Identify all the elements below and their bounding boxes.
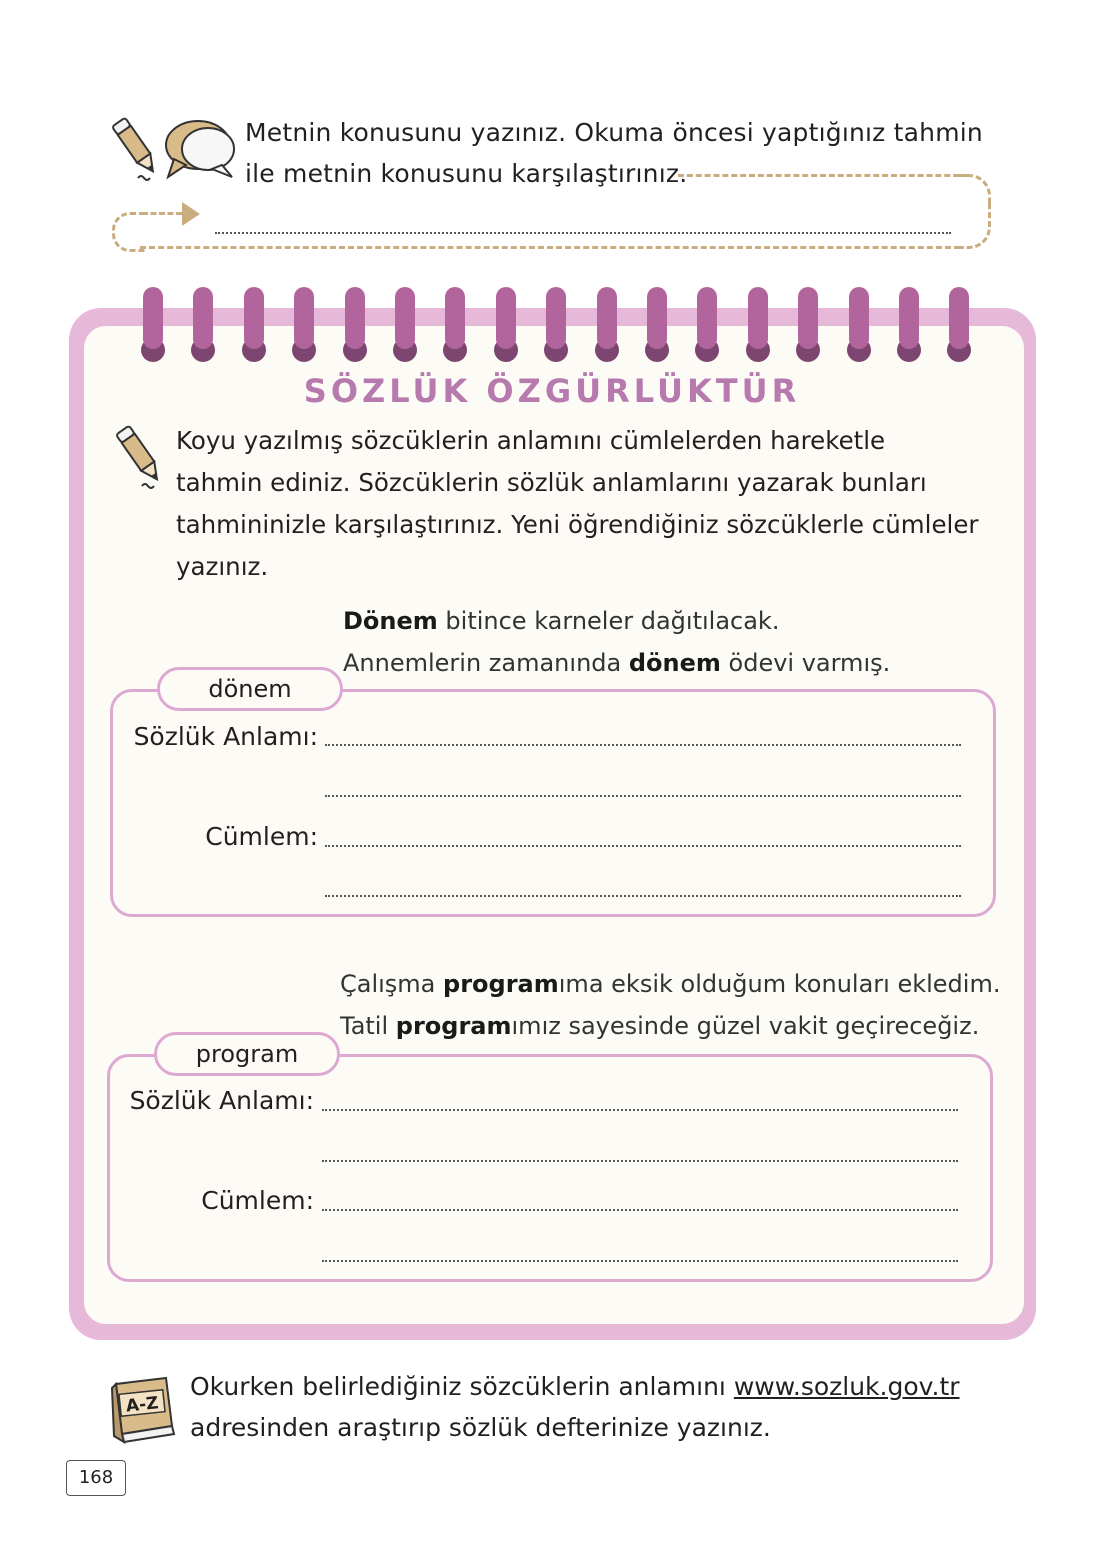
bold-word: program <box>395 1012 512 1040</box>
instruction-line: tahmin ediniz. Sözcüklerin sözlük anlamlarını yazarak bunları <box>176 468 927 497</box>
binder-ring <box>798 287 818 349</box>
sentence-label: Cümlem: <box>201 1186 314 1215</box>
binder-ring <box>345 287 365 349</box>
top-activity-instruction <box>245 112 1005 194</box>
word-tab-program: program <box>154 1032 340 1076</box>
example-sentence: Tatil programımız sayesinde güzel vakit geçireceğiz. <box>340 1012 980 1040</box>
example-sentence: Annemlerin zamanında dönem ödevi varmış. <box>343 649 891 677</box>
bottom-note <box>190 1366 990 1448</box>
sentence-answer-line[interactable] <box>325 845 961 847</box>
meaning-answer-line[interactable] <box>325 795 961 797</box>
binder-ring <box>294 287 314 349</box>
bottom-note-line-1: Okurken belirlediğiniz sözcüklerin anlamını www.sozluk.gov.tr <box>190 1372 960 1401</box>
dictionary-link[interactable]: www.sozluk.gov.tr <box>733 1372 960 1401</box>
speech-bubble-icon <box>162 115 238 181</box>
example-sentences-program <box>340 963 1010 1047</box>
binder-ring <box>244 287 264 349</box>
binder-ring <box>748 287 768 349</box>
instruction-line: yazınız. <box>176 552 269 581</box>
binder-ring <box>949 287 969 349</box>
notebook-instruction <box>176 420 996 588</box>
meaning-label: Sözlük Anlamı: <box>133 722 318 751</box>
meaning-answer-line[interactable] <box>322 1109 958 1111</box>
top-activity-line-1: Metnin konusunu yazınız. Okuma öncesi yaptığınız tahmin <box>245 118 983 147</box>
dashed-guide-left <box>112 212 145 252</box>
binder-ring <box>697 287 717 349</box>
bold-word: dönem <box>628 649 721 677</box>
book-label: A-Z <box>124 1393 160 1417</box>
sentence-answer-line[interactable] <box>322 1209 958 1211</box>
sentence-answer-line[interactable] <box>325 895 961 897</box>
binder-ring <box>395 287 415 349</box>
meaning-answer-line[interactable] <box>322 1160 958 1162</box>
section-title: SÖZLÜK ÖZGÜRLÜKTÜR <box>303 372 801 410</box>
binder-ring <box>597 287 617 349</box>
dashed-arrow-line <box>142 212 182 215</box>
instruction-line: Koyu yazılmış sözcüklerin anlamını cümlelerden hareketle <box>176 426 886 455</box>
pencil-icon <box>114 420 170 496</box>
dashed-arrow-icon <box>180 200 202 228</box>
dashed-guide-top <box>678 174 968 177</box>
meaning-label: Sözlük Anlamı: <box>129 1086 314 1115</box>
dashed-guide-bottom <box>140 246 960 249</box>
dictionary-book-icon <box>110 1372 180 1444</box>
binder-ring <box>193 287 213 349</box>
binder-ring <box>899 287 919 349</box>
binder-ring <box>546 287 566 349</box>
binder-ring <box>445 287 465 349</box>
bottom-note-line-2: adresinden araştırıp sözlük defterinize yazınız. <box>190 1413 771 1442</box>
example-sentences-donem <box>343 600 1003 684</box>
example-sentence: Çalışma programıma eksik olduğum konuları ekledim. <box>340 970 1001 998</box>
topic-answer-line[interactable] <box>215 232 951 234</box>
meaning-answer-line[interactable] <box>325 744 961 746</box>
word-tab-donem: dönem <box>157 667 343 711</box>
binder-ring <box>496 287 516 349</box>
instruction-line: tahmininizle karşılaştırınız. Yeni öğrendiğiniz sözcüklerle cümleler <box>176 510 979 539</box>
example-sentence: Dönem bitince karneler dağıtılacak. <box>343 607 780 635</box>
binder-ring <box>647 287 667 349</box>
bold-word: Dönem <box>343 607 438 635</box>
binder-ring <box>849 287 869 349</box>
bold-word: program <box>443 970 559 998</box>
dashed-guide-right <box>958 200 991 249</box>
binder-ring <box>143 287 163 349</box>
page-number: 168 <box>66 1460 126 1496</box>
sentence-label: Cümlem: <box>205 822 318 851</box>
pencil-icon <box>110 112 166 188</box>
sentence-answer-line[interactable] <box>322 1260 958 1262</box>
top-activity-line-2: ile metnin konusunu karşılaştırınız. <box>245 159 688 188</box>
